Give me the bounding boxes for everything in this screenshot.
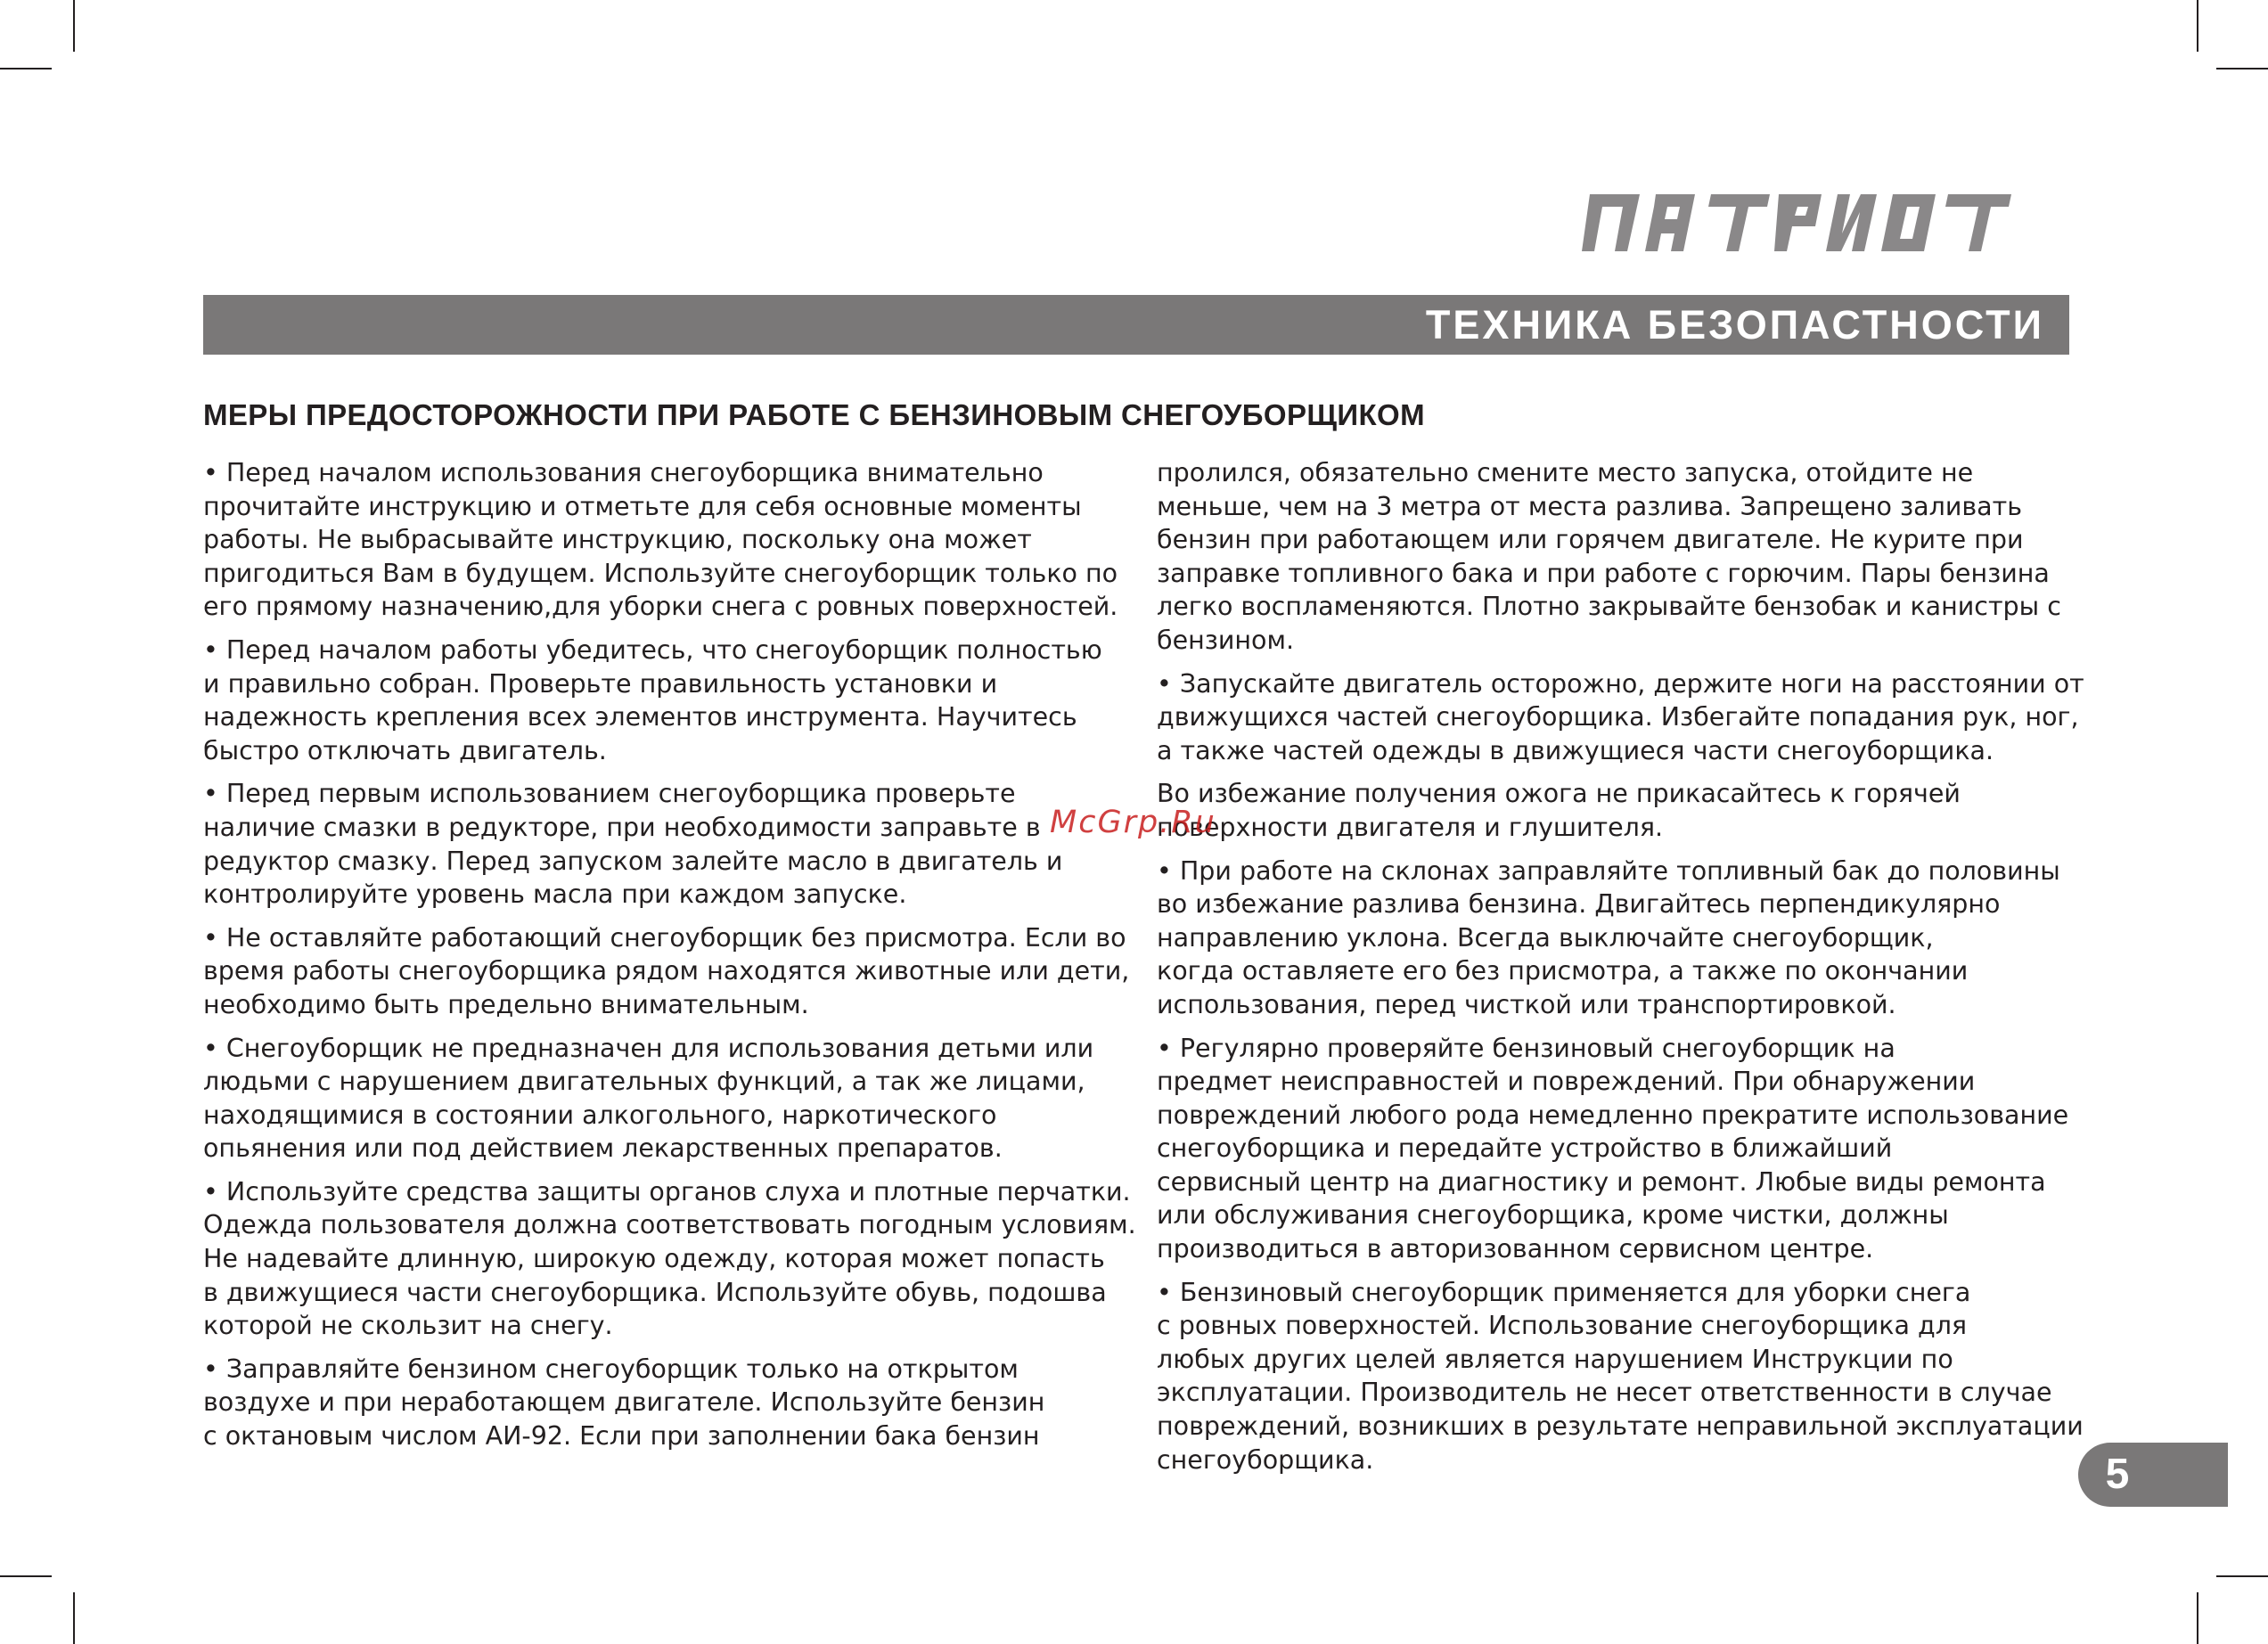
paragraph bbox=[203, 456, 1121, 624]
paragraph bbox=[203, 777, 1121, 911]
page-number: 5 bbox=[2105, 1451, 2130, 1498]
paragraph bbox=[1157, 777, 2075, 844]
text-line: или обслуживания снегоуборщика, кроме чистки, должны bbox=[1157, 1200, 1949, 1231]
crop-mark-top-right-vertical bbox=[2197, 0, 2198, 52]
patriot-logo bbox=[1576, 194, 2014, 251]
text-line: необходимо быть предельно внимательным. bbox=[203, 989, 809, 1019]
text-line: предмет неисправностей и повреждений. При обнаружении bbox=[1157, 1067, 1976, 1097]
right-text-column bbox=[1157, 456, 2084, 1486]
text-line: меньше, чем на 3 метра от места разлива. Запрещено заливать bbox=[1157, 491, 2023, 521]
paragraph bbox=[203, 1353, 1121, 1453]
text-line: прочитайте инструкцию и отметьте для себя основные моменты bbox=[203, 491, 1082, 521]
text-line: производиться в авторизованном сервисном центре. bbox=[1157, 1234, 1874, 1264]
text-line: работы. Не выбрасывайте инструкцию, поскольку она может bbox=[203, 525, 1032, 555]
text-line: направлению уклона. Всегда выключайте снегоуборщик, bbox=[1157, 922, 1934, 953]
text-line: которой не скользит на снегу. bbox=[203, 1311, 613, 1341]
text-line: движущихся частей снегоуборщика. Избегайте попадания рук, ног, bbox=[1157, 702, 2079, 732]
text-line: • Бензиновый снегоуборщик применяется для уборки снега bbox=[1157, 1277, 1971, 1307]
paragraph bbox=[203, 1175, 1136, 1343]
text-line: Во избежание получения ожога не прикасайтесь к горячей bbox=[1157, 779, 1961, 809]
text-line: снегоуборщика и передайте устройство в ближайший bbox=[1157, 1133, 1893, 1164]
text-line: Не надевайте длинную, широкую одежду, которая может попасть bbox=[203, 1244, 1105, 1274]
text-line: • Перед началом работы убедитесь, что снегоуборщик полностью bbox=[203, 634, 1102, 665]
crop-mark-bottom-left-vertical bbox=[73, 1592, 75, 1644]
text-line: использования, перед чисткой или транспортировкой. bbox=[1157, 989, 1896, 1019]
text-line: • Снегоуборщик не предназначен для использования детьми или bbox=[203, 1033, 1094, 1063]
text-line: • Не оставляйте работающий снегоуборщик без присмотра. Если во bbox=[203, 922, 1126, 953]
crop-mark-top-left-vertical bbox=[73, 0, 75, 52]
text-line: снегоуборщика. bbox=[1157, 1444, 1374, 1475]
text-line: бензин при работающем или горячем двигателе. Не курите при bbox=[1157, 525, 2024, 555]
text-line: сервисный центр на диагностику и ремонт. Любые виды ремонта bbox=[1157, 1166, 2046, 1197]
watermark: McGrp.Ru bbox=[1050, 805, 1216, 840]
crop-mark-bottom-right-vertical bbox=[2197, 1592, 2198, 1644]
page-number-tab bbox=[2078, 1443, 2228, 1507]
text-line: Одежда пользователя должна соответствовать погодным условиям. bbox=[203, 1210, 1136, 1240]
text-line: любых других целей является нарушением Инструкции по bbox=[1157, 1344, 1953, 1374]
text-line: повреждений любого рода немедленно прекратите использование bbox=[1157, 1100, 2069, 1130]
text-line: повреждений, возникших в результате неправильной эксплуатации bbox=[1157, 1411, 2084, 1442]
text-line: людьми с нарушением двигательных функций, а так же лицами, bbox=[203, 1067, 1085, 1097]
text-line: редуктор смазку. Перед запуском залейте масло в двигатель и bbox=[203, 846, 1063, 876]
text-line: воздухе и при неработающем двигателе. Используйте бензин bbox=[203, 1387, 1045, 1418]
text-line: в движущиеся части снегоуборщика. Используйте обувь, подошва bbox=[203, 1277, 1107, 1307]
paragraph bbox=[1157, 1032, 2075, 1266]
text-line: когда оставляете его без присмотра, а также по окончании bbox=[1157, 956, 1969, 986]
text-line: • Запускайте двигатель осторожно, держите ноги на расстоянии от bbox=[1157, 668, 2084, 699]
section-title-band bbox=[203, 295, 2069, 355]
text-line: время работы снегоуборщика рядом находятся животные или дети, bbox=[203, 956, 1130, 986]
text-line: наличие смазки в редукторе, при необходимости заправьте в bbox=[203, 812, 1041, 842]
text-line: легко воспламеняются. Плотно закрывайте бензобак и канистры с bbox=[1157, 592, 2061, 622]
crop-mark-top-left-horizontal bbox=[0, 68, 52, 70]
text-line: быстро отключать двигатель. bbox=[203, 735, 607, 765]
precautions-heading: МЕРЫ ПРЕДОСТОРОЖНОСТИ ПРИ РАБОТЕ С БЕНЗИНОВЫМ СНЕГОУБОРЩИКОМ bbox=[203, 398, 1426, 431]
text-line: • Перед первым использованием снегоуборщика проверьте bbox=[203, 779, 1016, 809]
text-line: и правильно собран. Проверьте правильность установки и bbox=[203, 668, 998, 699]
paragraph bbox=[203, 634, 1121, 767]
text-line: надежность крепления всех элементов инструмента. Научитесь bbox=[203, 702, 1077, 732]
paragraph bbox=[1157, 855, 2075, 1022]
crop-mark-top-right-horizontal bbox=[2216, 68, 2268, 70]
text-line: а также частей одежды в движущиеся части снегоуборщика. bbox=[1157, 735, 1994, 765]
text-line: • Заправляйте бензином снегоуборщик только на открытом bbox=[203, 1354, 1019, 1384]
crop-mark-bottom-left-horizontal bbox=[0, 1575, 52, 1577]
paragraph bbox=[1157, 456, 2075, 658]
text-line: контролируйте уровень масла при каждом запуске. bbox=[203, 879, 907, 910]
text-line: заправке топливного бака и при работе с горючим. Пары бензина bbox=[1157, 558, 2050, 588]
text-line: эксплуатации. Производитель не несет ответственности в случае bbox=[1157, 1378, 2052, 1408]
text-line: опьянения или под действием лекарственных препаратов. bbox=[203, 1133, 1003, 1164]
text-line: бензином. bbox=[1157, 625, 1295, 655]
text-line: • Перед началом использования снегоуборщика внимательно bbox=[203, 458, 1044, 487]
text-line: с ровных поверхностей. Использование снегоуборщика для bbox=[1157, 1311, 1968, 1341]
text-line: • Используйте средства защиты органов слуха и плотные перчатки. bbox=[203, 1176, 1131, 1206]
text-line: пролился, обязательно смените место запуска, отойдите не bbox=[1157, 458, 1974, 487]
section-title: ТЕХНИКА БЕЗОПАСТНОСТИ bbox=[1425, 302, 2044, 348]
text-line: • При работе на склонах заправляйте топливный бак до половины bbox=[1157, 855, 2060, 886]
paragraph bbox=[203, 1032, 1121, 1166]
text-line: пригодиться Вам в будущем. Используйте снегоуборщик только по bbox=[203, 558, 1118, 588]
text-line: • Регулярно проверяйте бензиновый снегоуборщик на bbox=[1157, 1033, 1895, 1063]
paragraph bbox=[1157, 1276, 2084, 1477]
text-line: во избежание разлива бензина. Двигайтесь перпендикулярно bbox=[1157, 889, 2001, 920]
crop-mark-bottom-right-horizontal bbox=[2216, 1575, 2268, 1577]
text-line: его прямому назначению,для уборки снега с ровных поверхностей. bbox=[203, 592, 1118, 622]
paragraph bbox=[203, 921, 1130, 1022]
text-line: с октановым числом АИ-92. Если при заполнении бака бензин bbox=[203, 1421, 1040, 1452]
text-line: поверхности двигателя и глушителя. bbox=[1157, 812, 1664, 842]
text-line: находящимися в состоянии алкогольного, наркотического bbox=[203, 1100, 997, 1130]
paragraph bbox=[1157, 667, 2084, 768]
